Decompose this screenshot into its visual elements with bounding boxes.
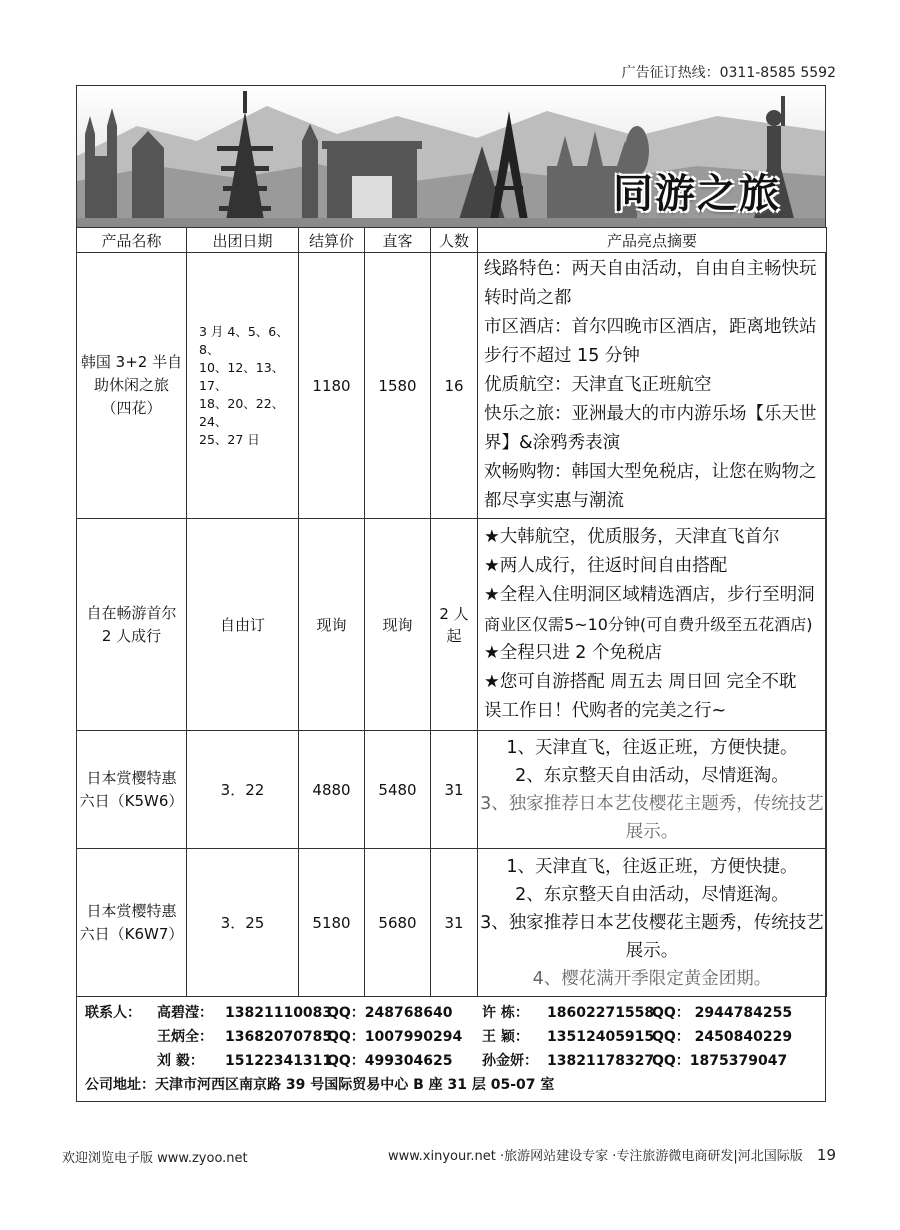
footer-left: 欢迎浏览电子版 www.zyoo.net — [62, 1151, 248, 1166]
product-name-text: 日本赏樱特惠 六日（K6W7） — [79, 901, 184, 943]
table-row — [77, 731, 827, 849]
contact-qq: QQ： 2944784255 — [652, 1005, 793, 1021]
contact-qq: QQ：1007990294 — [327, 1029, 463, 1045]
retail-price: 5480 — [365, 731, 431, 849]
highlight-line: 展示。 — [625, 821, 679, 842]
ad-hotline: 广告征订热线：0311-8585 5592 — [621, 65, 836, 81]
banner-title: 同游之旅 — [613, 171, 781, 217]
content-frame — [76, 85, 826, 1102]
highlight-line: 4、樱花满开季限定黄金团期。 — [532, 968, 772, 989]
contacts-section — [77, 999, 825, 1101]
departure-dates: 3．22 — [187, 731, 299, 849]
highlights — [478, 731, 827, 849]
contact-phone: 13682070785 — [225, 1029, 333, 1045]
departure-dates-text: 3 月 4、5、6、8、 10、12、13、17、 18、20、22、24、 25、27 日 — [199, 323, 289, 447]
header-settle-price: 结算价 — [299, 228, 365, 253]
table-row — [77, 253, 827, 519]
product-name — [77, 731, 187, 849]
tour-table — [76, 227, 827, 997]
footer-right — [388, 1145, 836, 1164]
contact-phone: 13512405915 — [547, 1029, 655, 1045]
contact-qq: QQ：499304625 — [327, 1053, 453, 1069]
product-name-text: 日本赏樱特惠 六日（K5W6） — [79, 768, 184, 810]
contact-name: 高碧滢： — [157, 1005, 213, 1021]
retail-price: 1580 — [365, 253, 431, 519]
header-highlights: 产品亮点摘要 — [478, 228, 827, 253]
table-row — [77, 519, 827, 731]
settle-price: 1180 — [299, 253, 365, 519]
contact-qq: QQ：248768640 — [327, 1005, 453, 1021]
highlight-line: ★全程只进 2 个免税店 — [484, 643, 662, 663]
departure-dates — [187, 253, 299, 519]
contact-name: 许 栋： — [482, 1005, 529, 1021]
highlight-line: 3、独家推荐日本艺伎樱花主题秀，传统技艺 — [480, 793, 824, 814]
people-count-text: 2 人 起 — [439, 604, 469, 645]
highlight-line: 市区酒店：首尔四晚市区酒店，距离地铁站 — [484, 317, 817, 337]
highlights — [478, 519, 827, 731]
highlight-line: 误工作日！代购者的完美之行~ — [484, 701, 727, 721]
contact-name: 孙金妍： — [482, 1053, 538, 1069]
landmarks-banner — [77, 86, 825, 228]
highlight-line: 展示。 — [625, 940, 679, 961]
highlight-line: ★您可自游搭配 周五去 周日回 完全不耽 — [484, 672, 797, 692]
contact-phone: 13821178327 — [547, 1053, 655, 1069]
table-header-row — [77, 228, 827, 253]
highlights — [478, 849, 827, 997]
highlight-line: 3、独家推荐日本艺伎樱花主题秀，传统技艺 — [480, 912, 824, 933]
product-name — [77, 519, 187, 731]
highlight-line: 都尽享实惠与潮流 — [484, 491, 624, 511]
contact-phone: 18602271558 — [547, 1005, 655, 1021]
highlight-line: 2、东京整天自由活动，尽情逛淘。 — [515, 884, 789, 905]
highlight-line: 1、天津直飞，往返正班，方便快捷。 — [506, 737, 798, 758]
contact-qq: QQ： 2450840229 — [652, 1029, 793, 1045]
people-count: 31 — [431, 731, 478, 849]
highlight-line: 商业区仅需5~10分钟(可自费升级至五花酒店) — [484, 615, 813, 634]
contact-phone: 15122341311 — [225, 1053, 333, 1069]
footer-right-text: www.xinyour.net ·旅游网站建设专家 ·专注旅游微电商研发|河北国际版 — [387, 1149, 803, 1164]
highlight-line: 1、天津直飞，往返正班，方便快捷。 — [506, 856, 798, 877]
product-name — [77, 849, 187, 997]
departure-dates: 自由订 — [187, 519, 299, 731]
retail-price: 现询 — [365, 519, 431, 731]
page-number: 19 — [816, 1146, 836, 1164]
product-name — [77, 253, 187, 519]
highlight-line: ★两人成行，往返时间自由搭配 — [484, 556, 728, 576]
product-name-text: 韩国 3+2 半自 助休闲之旅 （四花） — [80, 353, 183, 417]
settle-price: 5180 — [299, 849, 365, 997]
highlight-line: 2、东京整天自由活动，尽情逛淘。 — [515, 765, 789, 786]
contact-qq: QQ：1875379047 — [652, 1053, 788, 1069]
header-departure-date: 出团日期 — [187, 228, 299, 253]
contact-name: 王 颖： — [482, 1029, 529, 1045]
header-product-name: 产品名称 — [77, 228, 187, 253]
highlights — [478, 253, 827, 519]
highlight-line: ★全程入住明洞区域精选酒店，步行至明洞 — [484, 585, 815, 605]
highlight-line: 转时尚之都 — [484, 288, 572, 308]
settle-price: 4880 — [299, 731, 365, 849]
retail-price: 5680 — [365, 849, 431, 997]
departure-dates: 3．25 — [187, 849, 299, 997]
product-name-text: 自在畅游首尔 2 人成行 — [86, 603, 177, 645]
highlight-line: 步行不超过 15 分钟 — [484, 346, 640, 366]
highlight-line: 欢畅购物：韩国大型免税店，让您在购物之 — [484, 462, 817, 482]
people-count: 31 — [431, 849, 478, 997]
highlight-line: 快乐之旅：亚洲最大的市内游乐场【乐天世 — [484, 404, 817, 424]
contact-phone: 13821110083 — [225, 1005, 333, 1021]
header-retail-price: 直客 — [365, 228, 431, 253]
people-count — [431, 519, 478, 731]
highlight-line: 界】&涂鸦秀表演 — [484, 433, 621, 453]
contact-name: 王炳全： — [157, 1029, 213, 1045]
highlight-line: 优质航空：天津直飞正班航空 — [484, 375, 712, 395]
table-row — [77, 849, 827, 997]
highlight-line: ★大韩航空，优质服务，天津直飞首尔 — [484, 527, 780, 547]
highlight-line: 线路特色：两天自由活动，自由自主畅快玩 — [484, 259, 817, 279]
header-people: 人数 — [431, 228, 478, 253]
contact-name: 刘 毅： — [157, 1053, 204, 1069]
settle-price: 现询 — [299, 519, 365, 731]
people-count: 16 — [431, 253, 478, 519]
contacts-label: 联系人： — [85, 1005, 141, 1021]
company-address: 公司地址：天津市河西区南京路 39 号国际贸易中心 B 座 31 层 05-07 室 — [85, 1077, 555, 1093]
